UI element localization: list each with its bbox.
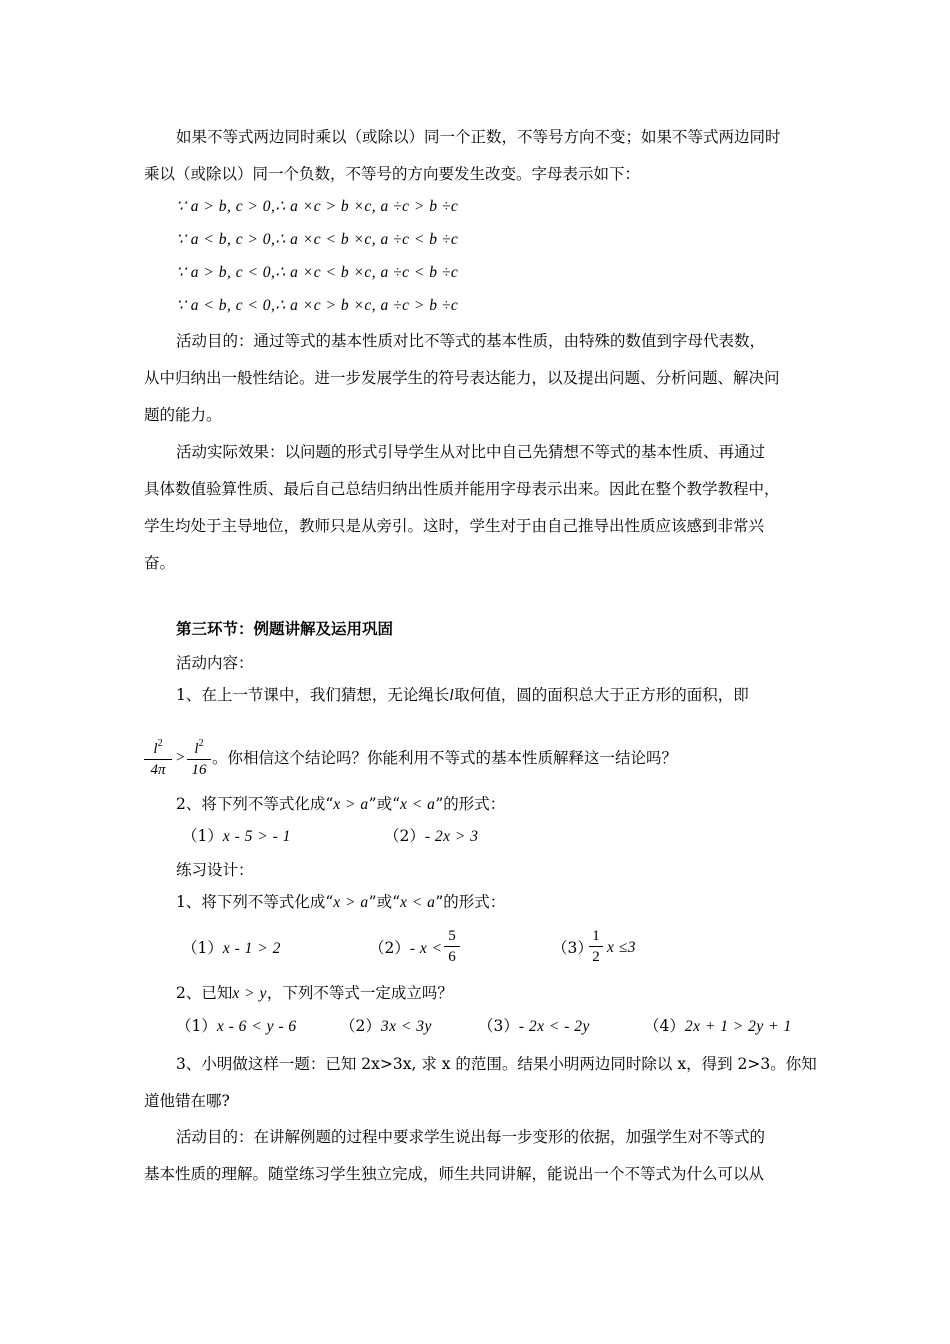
inline-math: x > y [232,985,267,1002]
section-heading: 第三环节：例题讲解及运用巩固 [176,619,394,638]
denominator: 6 [448,949,456,965]
question-line: 道他错在哪? [144,1092,230,1110]
denominator: 2 [592,949,600,965]
rule-formula: ∵ a > b, c < 0,∴ a ×c < b ×c, a ÷c < b ÷c [176,264,459,281]
question-text: ，下列不等式一定成立吗？ [266,984,453,1002]
item-label: （2） [369,939,410,957]
rule-formula: ∵ a < b, c < 0,∴ a ×c > b ×c, a ÷c > b ÷c [176,297,459,314]
question-text: 2、已知 [176,984,233,1002]
paragraph-line: 基本性质的理解。随堂练习学生独立完成，师生共同讲解，能说出一个不等式为什么可以从 [144,1165,765,1183]
question-line: 。你相信这个结论吗？你能利用不等式的基本性质解释这一结论吗？ [212,749,678,767]
item-formula: 2x + 1 > 2y + 1 [684,1018,792,1035]
item-formula: - 2x > 3 [424,828,479,845]
fraction-5-over-6 [444,927,460,966]
exercise-item-label: （3） [552,939,593,957]
practice-label: 练习设计： [176,861,254,879]
exercise-item [340,1016,432,1037]
inline-math: x > a [333,894,369,911]
paragraph-line: 从中归纳出一般性结论。进一步发展学生的符号表达能力，以及提出问题、分析问题、解决问 [144,369,780,387]
item-label: （4） [644,1017,685,1035]
variable-l: l [449,687,455,704]
inline-math: x > a [333,796,369,813]
paragraph-line: 题的能力。 [144,406,222,424]
paragraph-line: 活动目的：通过等式的基本性质对比不等式的基本性质，由特殊的数值到字母代表数， [176,332,766,350]
paragraph-line: 活动目的：在讲解例题的过程中要求学生说出每一步变形的依据，加强学生对不等式的 [176,1128,766,1146]
paragraph-line: 如果不等式两边同时乘以（或除以）同一个正数，不等号方向不变；如果不等式两边同时 [176,128,781,146]
question-text: 2、将下列不等式化成“ [176,795,334,813]
item-label: （1） [182,827,223,845]
question-text: 1、将下列不等式化成“ [176,893,334,911]
exercise-item [384,826,479,847]
exercise-item [369,938,443,959]
inline-math: x < a [400,894,436,911]
item-formula: x - 5 > - 1 [222,828,291,845]
exponent: 2 [198,738,204,749]
exercise-item [176,1016,297,1037]
exercise-item [644,1016,792,1037]
fraction-l2-over-16 [187,735,211,779]
fraction-l2-over-4pi [144,735,172,779]
denominator: 16 [191,762,207,778]
question-text: ”的形式： [435,795,506,813]
item-formula: x - 6 < y - 6 [216,1018,297,1035]
question-line [176,983,453,1004]
item-formula: - x < [409,940,443,957]
item-label: （3） [478,1017,519,1035]
question-line [176,685,749,706]
exponent: 2 [157,738,163,749]
numerator: 5 [448,928,456,944]
rule-formula: ∵ a < b, c > 0,∴ a ×c < b ×c, a ÷c < b ÷c [176,231,459,248]
content-label: 活动内容： [176,654,254,672]
item-formula: x - 1 > 2 [222,940,281,957]
question-text: ”或“ [368,893,400,911]
paragraph-line: 学生均处于主导地位，教师只是从旁引。这时，学生对于由自己推导出性质应该感到非常兴 [144,517,765,535]
inline-math: x < a [400,796,436,813]
question-text: 1、在上一节课中，我们猜想，无论绳长 [176,686,450,704]
rule-formula: ∵ a > b, c > 0,∴ a ×c > b ×c, a ÷c > b ÷c [176,198,459,215]
paragraph-line: 奋。 [144,554,176,572]
fraction-1-over-2 [589,927,603,966]
paragraph-line: 具体数值验算性质、最后自己总结归纳出性质并能用字母表示出来。因此在整个教学教程中， [144,480,780,498]
question-text: ”的形式： [435,893,506,911]
exercise-item [478,1016,590,1037]
question-line [176,892,505,913]
exercise-item [182,938,281,959]
greater-than-sign: > [176,749,186,766]
item-formula: 3x < 3y [380,1018,432,1035]
item-label: （1） [182,939,223,957]
question-text: 取何值，圆的面积总大于正方形的面积，即 [454,686,749,704]
exercise-item [182,826,291,847]
item-label: （1） [176,1017,217,1035]
question-text: ”或“ [368,795,400,813]
question-line: 3、小明做这样一题：已知 2x>3x, 求 x 的范围。结果小明两边同时除以 x，得到 2>3。你知 [176,1055,817,1073]
denominator: 4π [150,762,166,778]
paragraph-line: 乘以（或除以）同一个负数，不等号的方向要发生改变。字母表示如下： [144,165,641,183]
paragraph-line: 活动实际效果：以问题的形式引导学生从对比中自己先猜想不等式的基本性质、再通过 [176,443,766,461]
item-formula: x ≤3 [607,939,637,956]
item-label: （2） [384,827,425,845]
numerator: 1 [592,928,600,944]
numerator: l [153,741,158,757]
item-label: （2） [340,1017,381,1035]
item-formula: - 2x < - 2y [518,1018,590,1035]
question-line [176,794,505,815]
numerator: l [194,741,199,757]
